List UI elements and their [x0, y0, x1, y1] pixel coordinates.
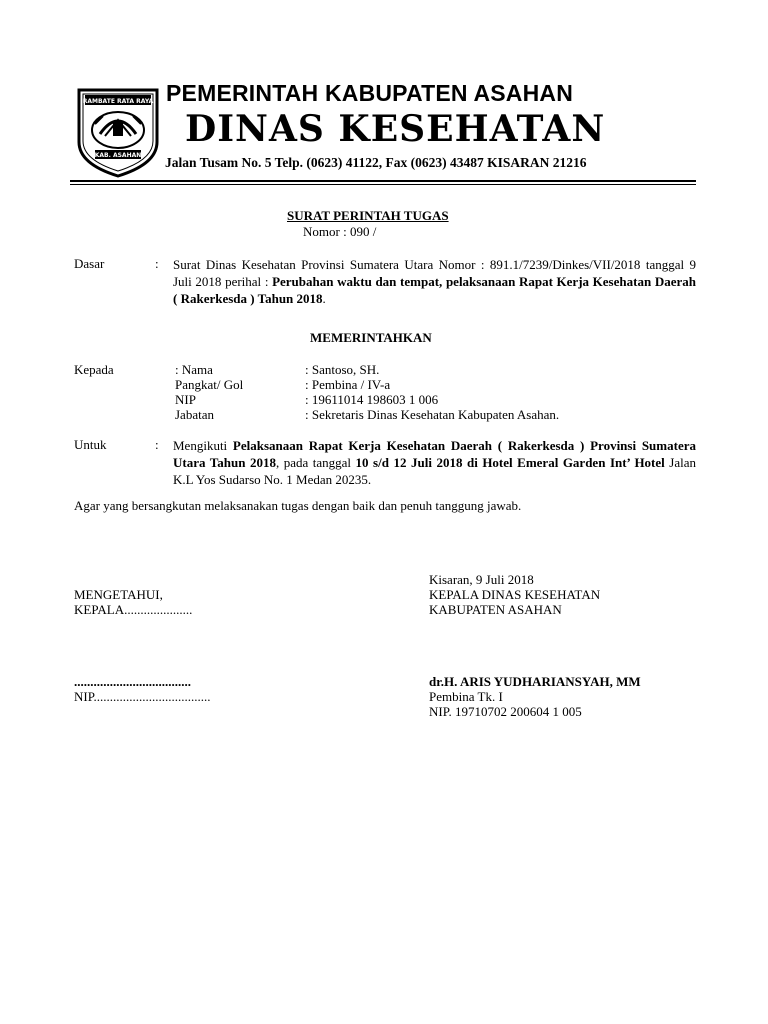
- dasar-text-bold: Perubahan waktu dan tempat, pelaksanaan Rapat Kerja Kesehatan Daerah ( Rakerkesda ) Tahun 2018: [173, 274, 696, 306]
- acknowledger-title: KEPALA.....................: [74, 602, 193, 617]
- dasar-colon: :: [155, 256, 159, 271]
- field-rank-label: Pangkat/ Gol: [175, 377, 244, 392]
- field-position-label: Jabatan: [175, 407, 214, 422]
- untuk-text-2: , pada tanggal: [275, 455, 356, 470]
- letter-title: SURAT PERINTAH TUGAS: [287, 208, 449, 223]
- closing-statement: Agar yang bersangkutan melaksanakan tugas dengan baik dan penuh tanggung jawab.: [74, 498, 522, 513]
- letterhead-rule-thin: [70, 184, 696, 185]
- signer-nip: NIP. 19710702 200604 1 005: [429, 704, 582, 719]
- dasar-label: Dasar: [74, 256, 105, 271]
- letter-number: Nomor : 090 /: [303, 224, 377, 239]
- dasar-text-plain: Surat Dinas Kesehatan Provinsi Sumatera Utara Nomor : 891.1/7239/Dinkes/VII/2018 tanggal 9 Juli 2018 perihal :: [173, 257, 696, 289]
- signer-rank: Pembina Tk. I: [429, 689, 503, 704]
- signer-title-2: KABUPATEN ASAHAN: [429, 602, 562, 617]
- untuk-text-3: Jalan K.L Yos Sudarso No. 1 Medan 20235.: [173, 455, 696, 487]
- acknowledger-name-blank: ....................................: [74, 674, 191, 689]
- untuk-text-1: Mengikuti: [173, 438, 233, 453]
- acknowledged-label: MENGETAHUI,: [74, 587, 163, 602]
- field-name-value: : Santoso, SH.: [305, 362, 380, 377]
- regency-logo: [75, 86, 161, 178]
- logo-region: KAB. ASAHAN: [94, 152, 142, 159]
- signer-name: dr.H. ARIS YUDHARIANSYAH, MM: [429, 674, 641, 689]
- agency-name: DINAS KESEHATAN: [185, 108, 606, 150]
- agency-address: Jalan Tusam No. 5 Telp. (0623) 41122, Fax (0623) 43487 KISARAN 21216: [165, 155, 587, 170]
- field-position-value: : Sekretaris Dinas Kesehatan Kabupaten Asahan.: [305, 407, 560, 422]
- kepada-label: Kepada: [74, 362, 114, 377]
- signer-title-1: KEPALA DINAS KESEHATAN: [429, 587, 601, 602]
- field-rank-value: : Pembina / IV-a: [305, 377, 391, 392]
- field-name-label: : Nama: [175, 362, 213, 377]
- command-heading: MEMERINTAHKAN: [310, 330, 432, 345]
- government-name: PEMERINTAH KABUPATEN ASAHAN: [166, 80, 574, 106]
- untuk-label: Untuk: [74, 437, 107, 452]
- logo-motto: RAMBATE RATA RAYA: [82, 98, 154, 105]
- dasar-text-end: .: [322, 291, 326, 306]
- dasar-text: [173, 256, 696, 307]
- untuk-date-venue: 10 s/d 12 Juli 2018 di Hotel Emeral Garden Int’ Hotel: [355, 455, 665, 470]
- untuk-text: [173, 437, 696, 488]
- untuk-colon: :: [155, 437, 159, 452]
- place-date: Kisaran, 9 Juli 2018: [429, 572, 534, 587]
- field-nip-label: NIP: [175, 392, 196, 407]
- acknowledger-nip-blank: NIP....................................: [74, 689, 211, 704]
- letterhead-rule-thick: [70, 180, 696, 182]
- field-nip-value: : 19611014 198603 1 006: [305, 392, 439, 407]
- untuk-event: Pelaksanaan Rapat Kerja Kesehatan Daerah ( Rakerkesda ) Provinsi Sumatera Utara Tahun 2018: [173, 438, 696, 470]
